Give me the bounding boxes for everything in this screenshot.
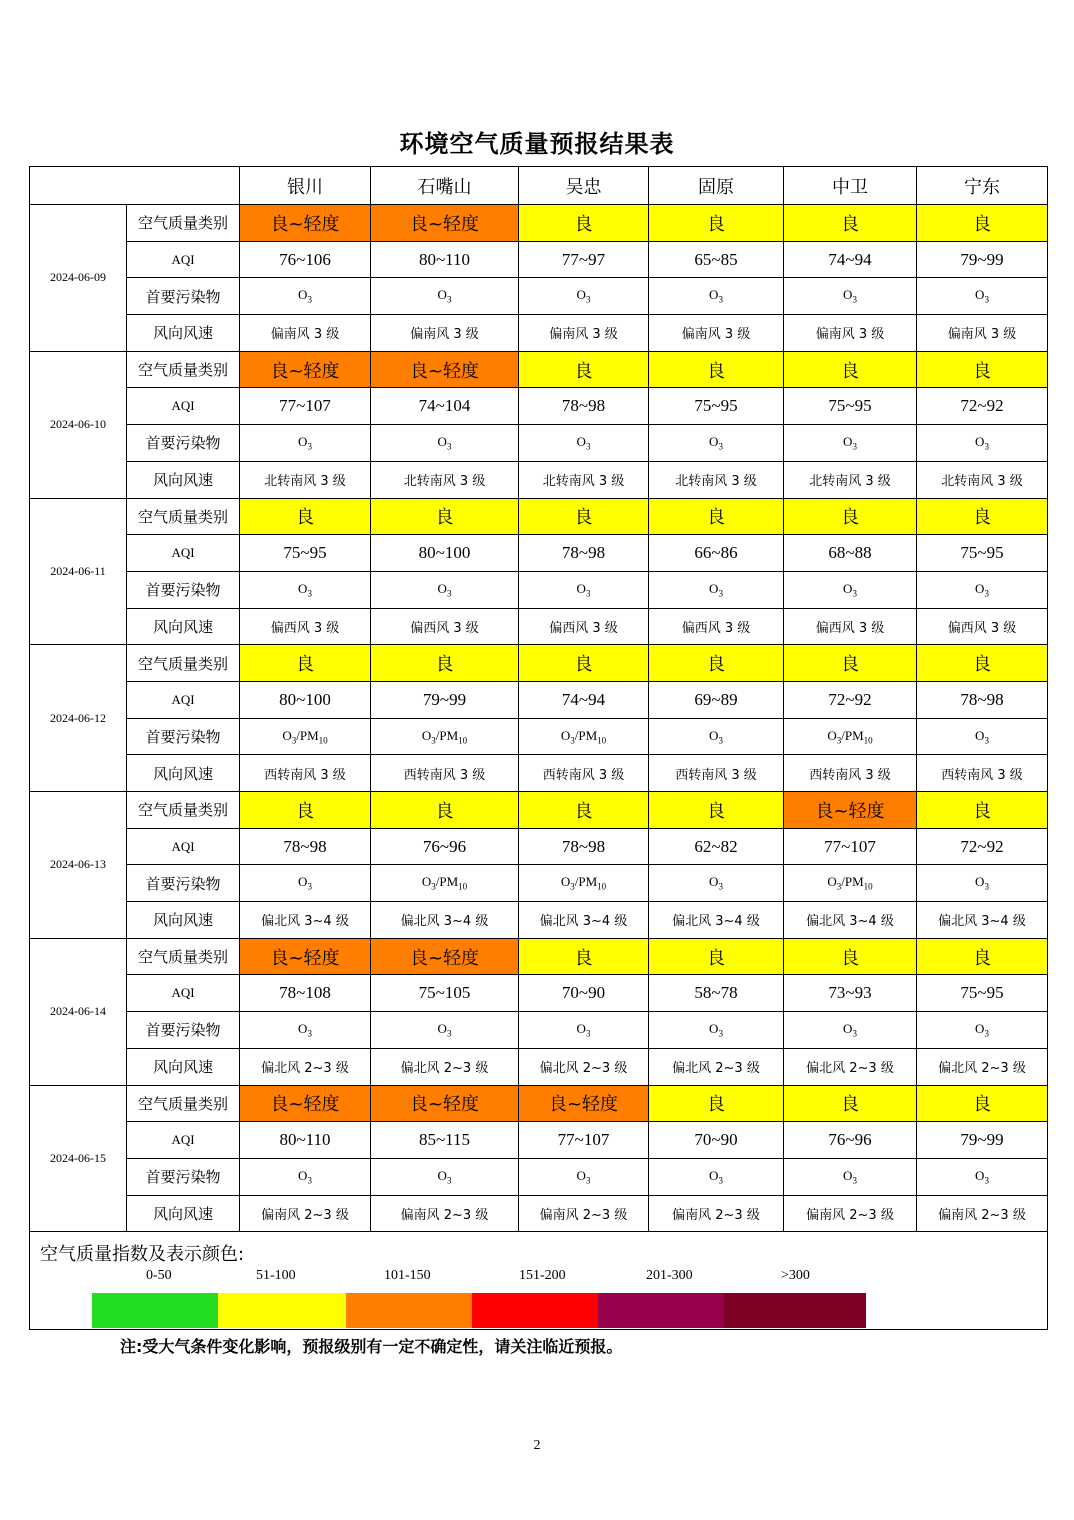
pollutant-cell: $O_3$ (784, 571, 917, 608)
wind-cell: 偏南风 3 级 (519, 315, 649, 352)
pollutant-cell: $O_3$ (371, 278, 519, 315)
category-cell: 良 (371, 792, 519, 829)
date-cell: 2024-06-10 (30, 351, 127, 498)
city-header: 固原 (649, 167, 784, 205)
category-cell: 良 (917, 645, 1048, 682)
wind-cell: 西转南风 3 级 (784, 755, 917, 792)
wind-cell: 偏西风 3 级 (649, 608, 784, 645)
row-label: 首要污染物 (127, 425, 240, 462)
pollutant-cell: $O_3$ (784, 1158, 917, 1195)
category-cell: 良 (649, 645, 784, 682)
row-label: AQI (127, 828, 240, 865)
legend-swatch (346, 1293, 472, 1328)
category-cell: 良~轻度 (784, 792, 917, 829)
wind-row (30, 1048, 1048, 1085)
wind-row (30, 755, 1048, 792)
wind-cell: 偏北风 2~3 级 (649, 1048, 784, 1085)
pollutant-cell: $O_3/PM_{10}$ (784, 718, 917, 755)
pollutant-row (30, 718, 1048, 755)
legend-swatch (472, 1293, 598, 1328)
category-cell: 良~轻度 (240, 351, 371, 388)
wind-cell: 偏北风 3~4 级 (519, 902, 649, 939)
wind-cell: 偏北风 2~3 级 (519, 1048, 649, 1085)
row-label: 首要污染物 (127, 278, 240, 315)
category-cell: 良 (917, 1085, 1048, 1122)
aqi-cell: 78~98 (519, 388, 649, 425)
row-label: AQI (127, 681, 240, 718)
pollutant-cell: $O_3$ (240, 865, 371, 902)
row-label: 首要污染物 (127, 865, 240, 902)
category-row (30, 498, 1048, 535)
pollutant-cell: $O_3/PM_{10}$ (371, 865, 519, 902)
category-cell: 良 (649, 498, 784, 535)
legend-range: >300 (781, 1268, 810, 1284)
category-cell: 良 (784, 205, 917, 242)
row-label: AQI (127, 241, 240, 278)
pollutant-cell: $O_3$ (649, 1158, 784, 1195)
aqi-cell: 78~98 (917, 681, 1048, 718)
row-label: 风向风速 (127, 755, 240, 792)
pollutant-cell: $O_3$ (240, 425, 371, 462)
date-cell: 2024-06-15 (30, 1085, 127, 1232)
wind-cell: 北转南风 3 级 (240, 461, 371, 498)
category-cell: 良~轻度 (240, 205, 371, 242)
wind-cell: 西转南风 3 级 (371, 755, 519, 792)
pollutant-cell: $O_3$ (784, 425, 917, 462)
pollutant-cell: $O_3$ (519, 425, 649, 462)
wind-cell: 偏西风 3 级 (519, 608, 649, 645)
wind-cell: 北转南风 3 级 (917, 461, 1048, 498)
forecast-note: 注:受大气条件变化影响，预报级别有一定不确定性，请关注临近预报。 (120, 1337, 623, 1356)
aqi-cell: 74~94 (519, 681, 649, 718)
pollutant-cell: $O_3$ (371, 425, 519, 462)
header-row (30, 167, 1048, 205)
aqi-cell: 76~96 (784, 1122, 917, 1159)
category-cell: 良 (649, 1085, 784, 1122)
forecast-table (29, 166, 1048, 1330)
pollutant-cell: $O_3$ (917, 1158, 1048, 1195)
page-title: 环境空气质量预报结果表 (399, 130, 675, 158)
wind-cell: 偏南风 3 级 (649, 315, 784, 352)
category-cell: 良 (917, 498, 1048, 535)
aqi-cell: 62~82 (649, 828, 784, 865)
legend-row (30, 1232, 1048, 1330)
date-cell: 2024-06-13 (30, 792, 127, 939)
row-label: 风向风速 (127, 608, 240, 645)
wind-cell: 偏北风 2~3 级 (240, 1048, 371, 1085)
pollutant-cell: $O_3$ (649, 1012, 784, 1049)
pollutant-cell: $O_3$ (240, 1012, 371, 1049)
wind-cell: 偏北风 3~4 级 (240, 902, 371, 939)
row-label: 空气质量类别 (127, 351, 240, 388)
row-label: 空气质量类别 (127, 938, 240, 975)
wind-row (30, 461, 1048, 498)
row-label: 风向风速 (127, 1195, 240, 1232)
wind-cell: 偏北风 3~4 级 (649, 902, 784, 939)
wind-cell: 北转南风 3 级 (784, 461, 917, 498)
aqi-cell: 70~90 (519, 975, 649, 1012)
legend-swatch (598, 1293, 724, 1328)
wind-cell: 西转南风 3 级 (649, 755, 784, 792)
wind-cell: 偏南风 2~3 级 (519, 1195, 649, 1232)
category-cell: 良 (784, 938, 917, 975)
wind-cell: 偏北风 3~4 级 (784, 902, 917, 939)
legend-swatch (218, 1293, 346, 1328)
aqi-cell: 77~107 (240, 388, 371, 425)
category-cell: 良 (649, 938, 784, 975)
category-row (30, 1085, 1048, 1122)
aqi-cell: 72~92 (917, 828, 1048, 865)
row-label: AQI (127, 975, 240, 1012)
wind-cell: 西转南风 3 级 (519, 755, 649, 792)
row-label: 首要污染物 (127, 718, 240, 755)
aqi-cell: 58~78 (649, 975, 784, 1012)
pollutant-cell: $O_3$ (371, 1012, 519, 1049)
aqi-cell: 75~105 (371, 975, 519, 1012)
category-cell: 良 (917, 205, 1048, 242)
date-cell: 2024-06-09 (30, 205, 127, 352)
wind-cell: 偏北风 2~3 级 (917, 1048, 1048, 1085)
category-cell: 良 (784, 1085, 917, 1122)
wind-row (30, 315, 1048, 352)
pollutant-row (30, 1158, 1048, 1195)
wind-cell: 北转南风 3 级 (371, 461, 519, 498)
date-cell: 2024-06-11 (30, 498, 127, 645)
pollutant-cell: $O_3$ (917, 278, 1048, 315)
legend-range: 0-50 (146, 1268, 172, 1284)
wind-cell: 西转南风 3 级 (917, 755, 1048, 792)
pollutant-cell: $O_3$ (649, 718, 784, 755)
aqi-cell: 79~99 (371, 681, 519, 718)
wind-cell: 偏北风 3~4 级 (371, 902, 519, 939)
city-header: 吴忠 (519, 167, 649, 205)
legend-title: 空气质量指数及表示颜色: (40, 1244, 245, 1266)
pollutant-cell: $O_3$ (519, 571, 649, 608)
legend-range: 201-300 (646, 1268, 693, 1284)
aqi-cell: 78~98 (519, 535, 649, 572)
category-cell: 良 (519, 205, 649, 242)
pollutant-cell: $O_3$ (649, 571, 784, 608)
row-label: 风向风速 (127, 315, 240, 352)
pollutant-cell: $O_3$ (917, 718, 1048, 755)
aqi-cell: 80~110 (240, 1122, 371, 1159)
aqi-row (30, 828, 1048, 865)
pollutant-cell: $O_3/PM_{10}$ (240, 718, 371, 755)
wind-cell: 偏西风 3 级 (240, 608, 371, 645)
pollutant-cell: $O_3$ (784, 1012, 917, 1049)
city-header: 石嘴山 (371, 167, 519, 205)
row-label: 首要污染物 (127, 1012, 240, 1049)
pollutant-cell: $O_3$ (649, 425, 784, 462)
wind-cell: 偏南风 2~3 级 (649, 1195, 784, 1232)
city-header: 宁东 (917, 167, 1048, 205)
row-label: 风向风速 (127, 1048, 240, 1085)
pollutant-cell: $O_3$ (917, 1012, 1048, 1049)
row-label: AQI (127, 388, 240, 425)
pollutant-cell: $O_3$ (240, 278, 371, 315)
aqi-cell: 78~98 (240, 828, 371, 865)
aqi-cell: 75~95 (917, 535, 1048, 572)
category-cell: 良 (240, 792, 371, 829)
pollutant-cell: $O_3$ (917, 425, 1048, 462)
wind-cell: 偏北风 2~3 级 (784, 1048, 917, 1085)
aqi-cell: 76~96 (371, 828, 519, 865)
pollutant-cell: $O_3$ (519, 1012, 649, 1049)
wind-cell: 偏西风 3 级 (371, 608, 519, 645)
wind-cell: 偏北风 2~3 级 (371, 1048, 519, 1085)
row-label: 空气质量类别 (127, 645, 240, 682)
wind-cell: 偏西风 3 级 (784, 608, 917, 645)
category-cell: 良 (917, 351, 1048, 388)
row-label: 风向风速 (127, 461, 240, 498)
pollutant-cell: $O_3$ (649, 865, 784, 902)
pollutant-row (30, 571, 1048, 608)
category-cell: 良 (371, 645, 519, 682)
date-cell: 2024-06-12 (30, 645, 127, 792)
aqi-cell: 75~95 (784, 388, 917, 425)
wind-cell: 偏北风 3~4 级 (917, 902, 1048, 939)
category-cell: 良~轻度 (519, 1085, 649, 1122)
row-label: 首要污染物 (127, 1158, 240, 1195)
category-row (30, 645, 1048, 682)
city-header: 银川 (240, 167, 371, 205)
category-cell: 良 (784, 351, 917, 388)
pollutant-cell: $O_3$ (917, 865, 1048, 902)
wind-cell: 偏南风 3 级 (917, 315, 1048, 352)
aqi-cell: 78~98 (519, 828, 649, 865)
aqi-cell: 75~95 (649, 388, 784, 425)
city-header: 中卫 (784, 167, 917, 205)
aqi-row (30, 388, 1048, 425)
category-row (30, 938, 1048, 975)
corner-cell (30, 167, 240, 205)
aqi-cell: 79~99 (917, 1122, 1048, 1159)
page-number: 2 (533, 1438, 541, 1453)
row-label: AQI (127, 1122, 240, 1159)
category-cell: 良 (371, 498, 519, 535)
category-cell: 良 (649, 792, 784, 829)
pollutant-cell: $O_3$ (371, 1158, 519, 1195)
category-cell: 良~轻度 (371, 205, 519, 242)
category-cell: 良 (240, 498, 371, 535)
row-label: 空气质量类别 (127, 792, 240, 829)
aqi-cell: 80~100 (240, 681, 371, 718)
aqi-cell: 66~86 (649, 535, 784, 572)
pollutant-row (30, 278, 1048, 315)
pollutant-cell: $O_3/PM_{10}$ (784, 865, 917, 902)
wind-cell: 偏南风 2~3 级 (371, 1195, 519, 1232)
category-cell: 良 (917, 938, 1048, 975)
pollutant-cell: $O_3/PM_{10}$ (519, 718, 649, 755)
aqi-row (30, 681, 1048, 718)
pollutant-cell: $O_3$ (240, 1158, 371, 1195)
row-label: 风向风速 (127, 902, 240, 939)
pollutant-cell: $O_3$ (240, 571, 371, 608)
aqi-cell: 78~108 (240, 975, 371, 1012)
category-cell: 良 (519, 938, 649, 975)
pollutant-cell: $O_3/PM_{10}$ (519, 865, 649, 902)
category-cell: 良~轻度 (371, 351, 519, 388)
aqi-cell: 85~115 (371, 1122, 519, 1159)
category-cell: 良 (649, 205, 784, 242)
forecast-body (30, 205, 1048, 1232)
aqi-cell: 80~100 (371, 535, 519, 572)
category-cell: 良 (649, 351, 784, 388)
pollutant-row (30, 1012, 1048, 1049)
aqi-cell: 73~93 (784, 975, 917, 1012)
aqi-cell: 75~95 (917, 975, 1048, 1012)
legend-swatch (92, 1293, 218, 1328)
row-label: 空气质量类别 (127, 205, 240, 242)
pollutant-cell: $O_3$ (371, 571, 519, 608)
pollutant-cell: $O_3$ (649, 278, 784, 315)
aqi-cell: 65~85 (649, 241, 784, 278)
wind-cell: 西转南风 3 级 (240, 755, 371, 792)
aqi-cell: 77~107 (519, 1122, 649, 1159)
wind-cell: 北转南风 3 级 (519, 461, 649, 498)
wind-cell: 偏南风 3 级 (240, 315, 371, 352)
category-cell: 良 (784, 645, 917, 682)
aqi-cell: 74~94 (784, 241, 917, 278)
wind-row (30, 1195, 1048, 1232)
aqi-row (30, 975, 1048, 1012)
aqi-cell: 77~97 (519, 241, 649, 278)
pollutant-cell: $O_3$ (519, 1158, 649, 1195)
category-cell: 良 (240, 645, 371, 682)
category-cell: 良 (519, 498, 649, 535)
category-row (30, 792, 1048, 829)
aqi-cell: 74~104 (371, 388, 519, 425)
aqi-cell: 80~110 (371, 241, 519, 278)
category-cell: 良 (519, 792, 649, 829)
aqi-cell: 69~89 (649, 681, 784, 718)
category-cell: 良~轻度 (240, 1085, 371, 1122)
aqi-cell: 79~99 (917, 241, 1048, 278)
aqi-cell: 75~95 (240, 535, 371, 572)
aqi-cell: 72~92 (917, 388, 1048, 425)
legend-range: 151-200 (519, 1268, 566, 1284)
category-cell: 良 (784, 498, 917, 535)
legend-cell (30, 1232, 1048, 1330)
wind-cell: 偏南风 3 级 (371, 315, 519, 352)
aqi-row (30, 241, 1048, 278)
aqi-cell: 72~92 (784, 681, 917, 718)
aqi-cell: 70~90 (649, 1122, 784, 1159)
wind-cell: 偏南风 2~3 级 (784, 1195, 917, 1232)
aqi-row (30, 1122, 1048, 1159)
aqi-cell: 76~106 (240, 241, 371, 278)
legend-range: 51-100 (256, 1268, 296, 1284)
pollutant-cell: $O_3$ (917, 571, 1048, 608)
wind-row (30, 608, 1048, 645)
category-cell: 良 (519, 351, 649, 388)
pollutant-cell: $O_3/PM_{10}$ (371, 718, 519, 755)
category-cell: 良 (917, 792, 1048, 829)
wind-cell: 偏南风 2~3 级 (240, 1195, 371, 1232)
category-row (30, 351, 1048, 388)
category-row (30, 205, 1048, 242)
row-label: 首要污染物 (127, 571, 240, 608)
wind-cell: 北转南风 3 级 (649, 461, 784, 498)
wind-row (30, 902, 1048, 939)
row-label: 空气质量类别 (127, 498, 240, 535)
wind-cell: 偏西风 3 级 (917, 608, 1048, 645)
category-cell: 良~轻度 (240, 938, 371, 975)
aqi-cell: 68~88 (784, 535, 917, 572)
pollutant-row (30, 865, 1048, 902)
row-label: 空气质量类别 (127, 1085, 240, 1122)
wind-cell: 偏南风 2~3 级 (917, 1195, 1048, 1232)
legend-swatch (724, 1293, 866, 1328)
pollutant-row (30, 425, 1048, 462)
date-cell: 2024-06-14 (30, 938, 127, 1085)
pollutant-cell: $O_3$ (784, 278, 917, 315)
wind-cell: 偏南风 3 级 (784, 315, 917, 352)
category-cell: 良~轻度 (371, 1085, 519, 1122)
category-cell: 良~轻度 (371, 938, 519, 975)
category-cell: 良 (519, 645, 649, 682)
aqi-row (30, 535, 1048, 572)
legend-range: 101-150 (384, 1268, 431, 1284)
aqi-cell: 77~107 (784, 828, 917, 865)
pollutant-cell: $O_3$ (519, 278, 649, 315)
row-label: AQI (127, 535, 240, 572)
